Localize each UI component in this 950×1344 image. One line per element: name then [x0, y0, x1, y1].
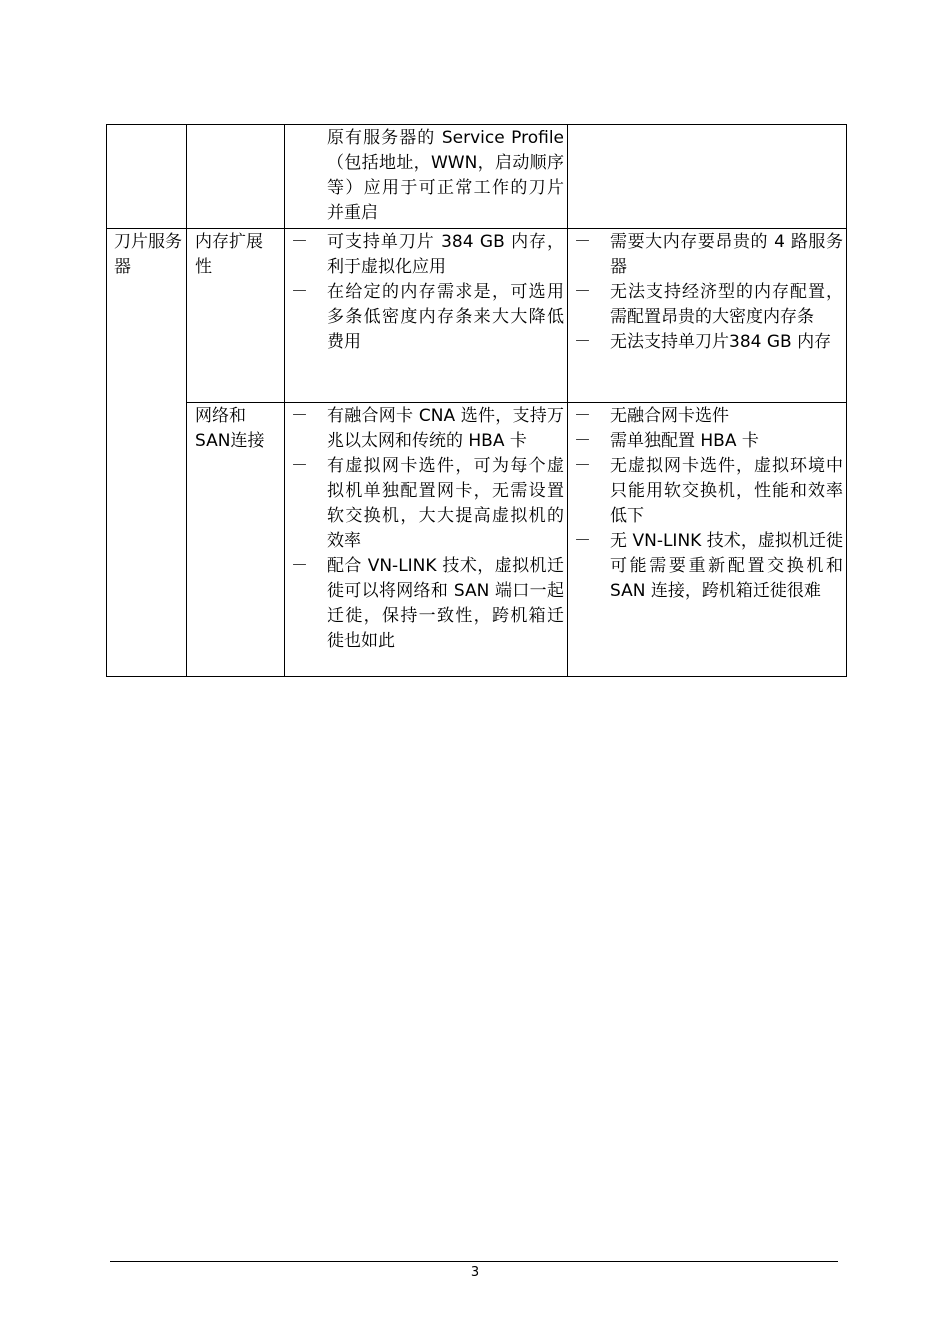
footer-rule: [110, 1261, 838, 1262]
pros-cell: [285, 125, 568, 229]
cons-list: [573, 230, 843, 355]
subcategory-cell: [187, 229, 285, 403]
subcategory-cell: [187, 403, 285, 677]
table-row: [107, 403, 847, 677]
list-item: － 无虚拟网卡选件，虚拟环境中只能用软交换机，性能和效率低下: [574, 456, 843, 526]
comparison-table: [106, 124, 847, 677]
list-item: － 在给定的内存需求是，可选用多条低密度内存条来大大降低费用: [291, 282, 564, 352]
list-item: － 配合 VN-LINK 技术，虚拟机迁徙可以将网络和 SAN 端口一起迁徙，保持一致性，跨机箱迁徙也如此: [291, 556, 564, 651]
table-row: [107, 125, 847, 229]
pros-list: [290, 230, 564, 355]
dash-bullet: －: [291, 232, 308, 252]
list-item: － 需要大内存要昂贵的 4 路服务器: [574, 232, 843, 277]
cons-list: [573, 404, 843, 604]
pros-cell: [285, 229, 568, 403]
subcategory-label: 内存扩展性: [195, 232, 263, 277]
dash-bullet: －: [574, 332, 591, 352]
list-item: － 无法支持单刀片384 GB 内存: [573, 330, 843, 355]
category-cell: [107, 125, 187, 229]
dash-bullet: －: [291, 406, 308, 426]
dash-bullet: －: [574, 406, 591, 426]
list-item: － 有融合网卡 CNA 选件，支持万兆以太网和传统的 HBA 卡: [291, 406, 564, 451]
dash-bullet: －: [291, 282, 308, 302]
dash-bullet: －: [574, 431, 591, 451]
list-item: － 无融合网卡选件: [573, 404, 843, 429]
cons-cell: [568, 229, 847, 403]
dash-bullet: －: [574, 232, 591, 252]
subcategory-cell: [187, 125, 285, 229]
list-item: － 无 VN-LINK 技术，虚拟机迁徙可能需要重新配置交换机和 SAN 连接，跨机箱迁徙很难: [574, 531, 843, 601]
dash-bullet: －: [291, 456, 308, 476]
dash-bullet: －: [574, 531, 591, 551]
subcategory-label: 网络和 SAN连接: [195, 406, 265, 451]
table-row: [107, 229, 847, 403]
pros-continuation-text: 原有服务器的 Service Profile（包括地址，WWN，启动顺序等）应用于可正常工作的刀片并重启: [327, 128, 564, 223]
cons-cell: [568, 403, 847, 677]
category-label: 刀片服务器: [114, 232, 182, 277]
category-cell: [107, 229, 187, 677]
list-item: － 需单独配置 HBA 卡: [573, 429, 843, 454]
page-number: 3: [470, 1265, 480, 1280]
pros-cell: [285, 403, 568, 677]
dash-bullet: －: [291, 556, 308, 576]
pros-list: [290, 404, 564, 654]
list-item: － 可支持单刀片 384 GB 内存，利于虚拟化应用: [291, 232, 564, 277]
cons-cell: [568, 125, 847, 229]
list-item: － 无法支持经济型的内存配置，需配置昂贵的大密度内存条: [574, 282, 843, 327]
dash-bullet: －: [574, 282, 591, 302]
dash-bullet: －: [574, 456, 591, 476]
list-item: － 有虚拟网卡选件，可为每个虚拟机单独配置网卡，无需设置软交换机，大大提高虚拟机的效率: [291, 456, 564, 551]
